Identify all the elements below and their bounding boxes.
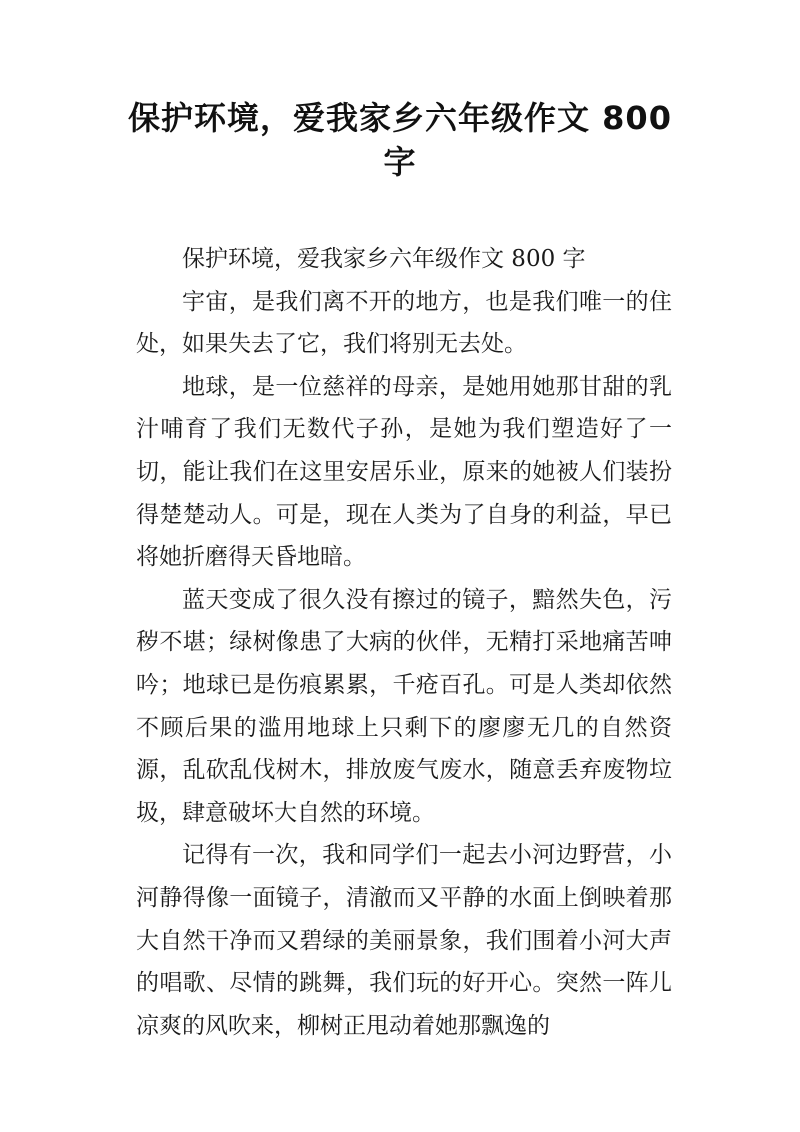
paragraph-universe: 宇宙，是我们离不开的地方，也是我们唯一的住处，如果失去了它，我们将别无去处。 [136, 288, 672, 358]
paragraph-earth-mother: 地球，是一位慈祥的母亲，是她用她那甘甜的乳汁哺育了我们无数代子孙，是她为我们塑造好了一切，能让我们在这里安居乐业，原来的她被人们装扮得楚楚动人。可是，现在人类为了自身的利益，早已将她折磨得天昏地暗。 [136, 373, 672, 571]
paragraph-camping-memory: 记得有一次，我和同学们一起去小河边野营，小河静得像一面镜子，清澈而又平静的水面上倒映着那大自然干净而又碧绿的美丽景象，我们围着小河大声的唱歌、尽情的跳舞，我们玩的好开心。突然一阵儿凉爽的风吹来，柳树正甩动着她那飘逸的 [136, 842, 672, 1039]
paragraph-pollution: 蓝天变成了很久没有擦过的镜子，黯然失色，污秽不堪；绿树像患了大病的伙伴，无精打采地痛苦呻吟；地球已是伤痕累累，千疮百孔。可是人类却依然不顾后果的滥用地球上只剩下的廖廖无几的自然资源，乱砍乱伐树木，排放废气废水，随意丢弃废物垃圾，肆意破坏大自然的环境。 [136, 586, 672, 826]
paragraph-subtitle: 保护环境，爱我家乡六年级作文 800 字 [182, 246, 586, 272]
document-title: 保护环境，爱我家乡六年级作文 800 字 [128, 99, 672, 181]
document-body [136, 238, 672, 1047]
